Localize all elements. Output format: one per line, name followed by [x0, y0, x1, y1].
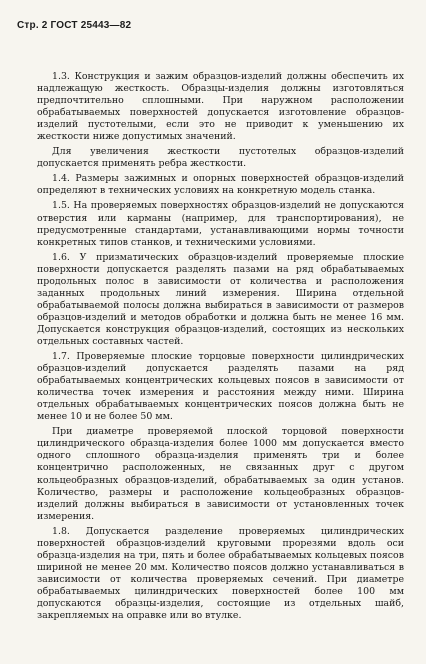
paragraph-1-8: 1.8. Допускается разделение проверяемых цилиндрических поверхностей образцов-изделий круговыми прорезями вдоль оси образца-изделия на три, пять и более обрабатываемых кольцевых поясов шириной не менее 20 мм. Количество поясов должно устанавливаться в зависимости от количества проверяемых сечений. При диаметре обрабатываемых цилиндрических поверхностей более 100 мм допускаются образцы-изделия, состоящие из отдельных шайб, закрепляемых на оправке или во втулке.: [37, 525, 404, 622]
paragraph-1-4: 1.4. Размеры зажимных и опорных поверхностей образцов-изделий определяют в технических условиях на конкретную модель станка.: [37, 173, 404, 197]
paragraph-1-3-stiffeners: Для увеличения жесткости пустотелых образцов-изделий допускается применять ребра жесткости.: [37, 146, 404, 170]
page-header: Стр. 2 ГОСТ 25443—82: [17, 20, 132, 31]
paragraph-1-5: 1.5. На проверяемых поверхностях образцов-изделий не допускаются отверстия или карманы (например, для транспортирования), не предусмотренные стандартами, устанавливающими нормы точности конкретных типов станков, и техническими условиями.: [37, 200, 404, 248]
body-text: [37, 71, 404, 625]
paragraph-1-6: 1.6. У призматических образцов-изделий проверяемые плоские поверхности допускается разделять пазами на ряд обрабатываемых продольных полос в зависимости от количества и расположения заданных продольных линий измерения. Ширина отдельной обрабатываемой полосы должна выбираться в зависимости от размеров образцов-изделий и методов обработки и должна быть не менее 16 мм. Допускается конструкция образцов-изделий, состоящих из нескольких отдельных составных частей.: [37, 251, 404, 347]
paragraph-1-7: 1.7. Проверяемые плоские торцовые поверхности цилиндрических образцов-изделий допускается разделять пазами на ряд обрабатываемых концентрических кольцевых поясов в зависимости от количества точек измерения и расстояния между ними. Ширина отдельных обрабатываемых концентрических поясов должна быть не менее 10 и не более 50 мм.: [37, 351, 404, 423]
paragraph-1-3: 1.3. Конструкция и зажим образцов-изделий должны обеспечить их надлежащую жесткость. Образцы-изделия должны изготовляться предпочтительно сплошными. При наружном расположении обрабатываемых поверхностей допускается изготовление образцов-изделий пустотелыми, если это не приводит к уменьшению их жесткости ниже допустимых значений.: [37, 71, 404, 143]
paragraph-1-7-diameter: При диаметре проверяемой плоской торцовой поверхности цилиндрического образца-изделия более 1000 мм допускается вместо одного сплошного образца-изделия применять три и более концентрично расположенных, не связанных друг с другом кольцеобразных образцов-изделий, обрабатываемых за один установ. Количество, размеры и расположение кольцеобразных образцов-изделий должны выбираться в зависимости от установленных точек измерения.: [37, 426, 404, 522]
